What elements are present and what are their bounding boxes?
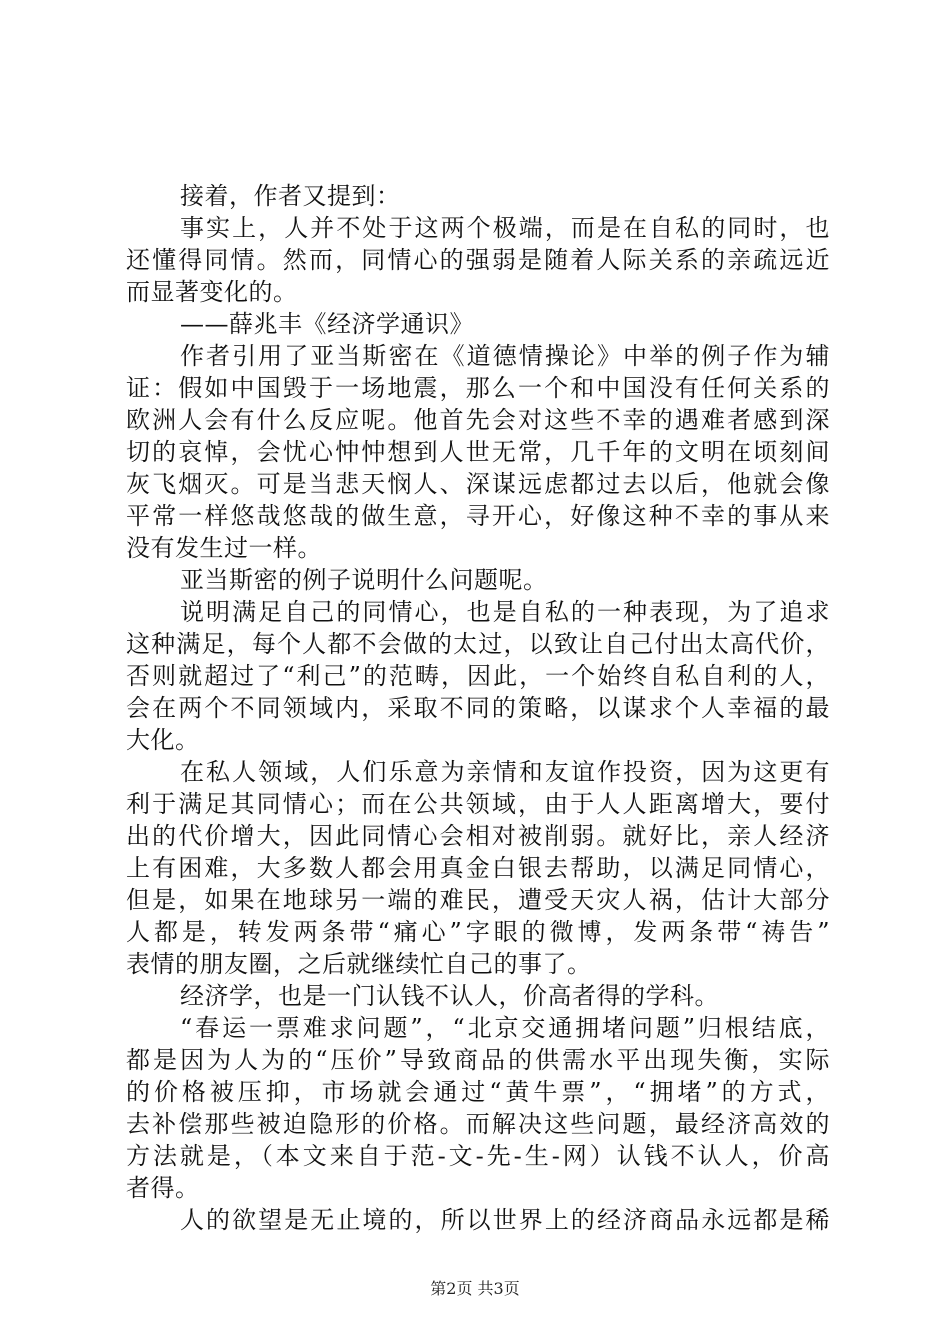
text-line: 切的哀悼，会忧心忡忡想到人世无常，几千年的文明在顷刻间: [126, 438, 830, 466]
text-line: 而显著变化的。: [126, 278, 298, 306]
text-line: 接着，作者又提到：: [180, 182, 401, 210]
text-line: 表情的朋友圈，之后就继续忙自己的事了。: [126, 950, 592, 978]
text-line: 都是因为人为的“压价”导致商品的供需水平出现失衡，实际: [126, 1046, 830, 1074]
text-line: 这种满足，每个人都不会做的太过，以致让自己付出太高代价，: [126, 630, 830, 658]
text-line: “春运一票难求问题”，“北京交通拥堵问题”归根结底，: [180, 1014, 830, 1042]
text-line: 上有困难，大多数人都会用真金白银去帮助，以满足同情心，: [126, 854, 830, 882]
text-line: 还懂得同情。然而，同情心的强弱是随着人际关系的亲疏远近: [126, 246, 830, 274]
text-line: 的价格被压抑，市场就会通过“黄牛票”，“拥堵”的方式，: [126, 1078, 830, 1106]
text-line: 经济学，也是一门认钱不认人，价高者得的学科。: [180, 982, 719, 1010]
quote-attribution: ——薛兆丰《经济学通识》: [180, 310, 474, 338]
text-line: 否则就超过了“利己”的范畴，因此，一个始终自私自利的人，: [126, 662, 830, 690]
text-line: 利于满足其同情心；而在公共领域，由于人人距离增大，要付: [126, 790, 830, 818]
page-number: 第2页 共3页: [430, 1279, 520, 1298]
text-line: 者得。: [126, 1174, 200, 1202]
text-line: 但是，如果在地球另一端的难民，遭受天灾人祸，估计大部分: [126, 886, 830, 914]
text-line: 灰飞烟灭。可是当悲天悯人、深谋远虑都过去以后，他就会像: [126, 470, 830, 498]
text-line: 会在两个不同领域内，采取不同的策略，以谋求个人幸福的最: [126, 694, 830, 722]
text-line: 人都是，转发两条带“痛心”字眼的微博，发两条带“祷告”: [126, 918, 830, 946]
text-line: 在私人领域，人们乐意为亲情和友谊作投资，因为这更有: [180, 758, 830, 786]
text-line: 人的欲望是无止境的，所以世界上的经济商品永远都是稀: [180, 1206, 830, 1234]
text-line: 平常一样悠哉悠哉的做生意，寻开心，好像这种不幸的事从来: [126, 502, 830, 530]
text-line: 事实上，人并不处于这两个极端，而是在自私的同时，也: [180, 214, 830, 242]
document-body: [126, 180, 830, 1236]
text-line: 方法就是，（本文来自于范-文-先-生-网）认钱不认人，价高: [126, 1142, 830, 1170]
text-line: 说明满足自己的同情心，也是自私的一种表现，为了追求: [180, 598, 830, 626]
text-line: 亚当斯密的例子说明什么问题呢。: [180, 566, 548, 594]
text-line: 欧洲人会有什么反应呢。他首先会对这些不幸的遇难者感到深: [126, 406, 830, 434]
text-line: 大化。: [126, 726, 200, 754]
text-line: 证：假如中国毁于一场地震，那么一个和中国没有任何关系的: [126, 374, 830, 402]
text-line: 作者引用了亚当斯密在《道德情操论》中举的例子作为辅: [180, 342, 830, 370]
text-line: 没有发生过一样。: [126, 534, 322, 562]
text-line: 出的代价增大，因此同情心会相对被削弱。就好比，亲人经济: [126, 822, 830, 850]
text-line: 去补偿那些被迫隐形的价格。而解决这些问题，最经济高效的: [126, 1110, 830, 1138]
